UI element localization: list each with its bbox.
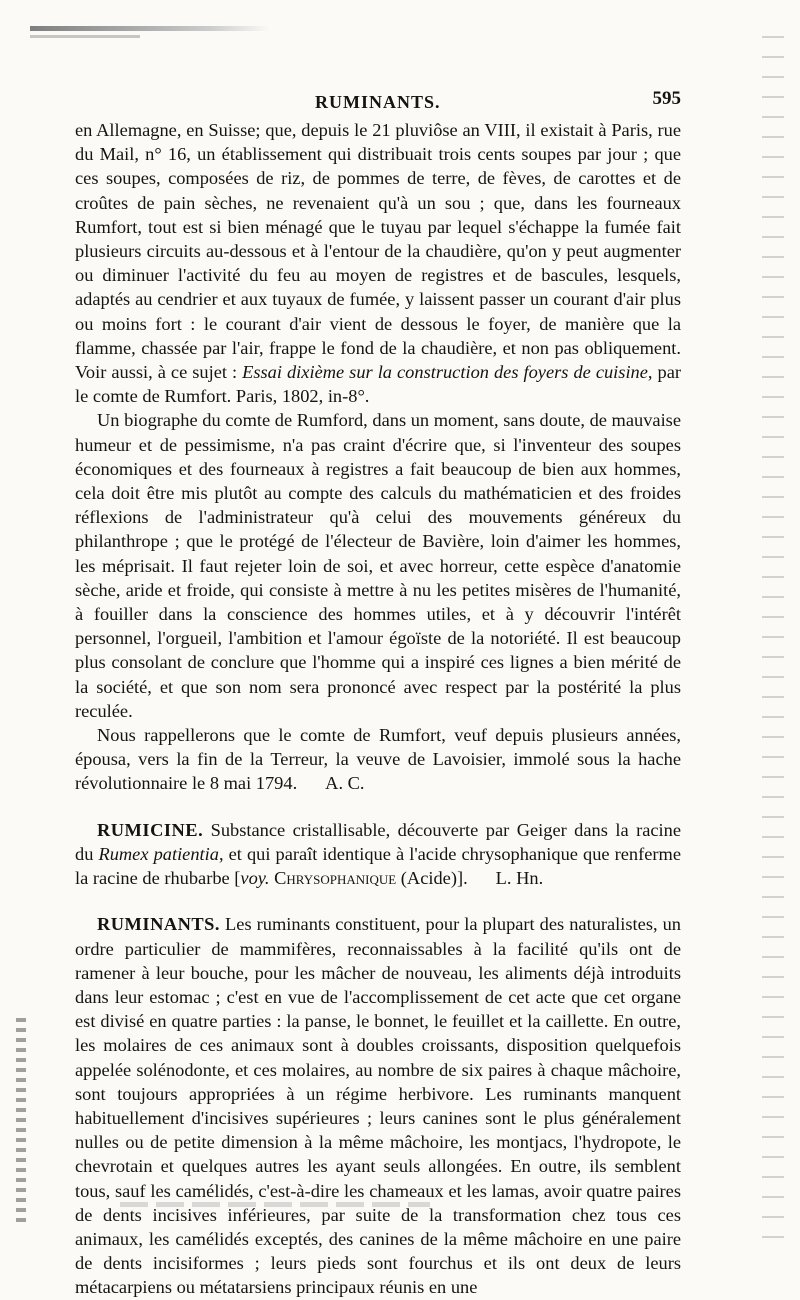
continuation-text-3: Nous rappellerons que le comte de Rumfort, veuf depuis plusieurs années, épousa, vers la fin de la Terreur, la veuve de Lavoisier, immolé sous la hache révolutionnaire le 8 mai 1794. (75, 725, 681, 794)
scan-artifact-left-margin (16, 1012, 26, 1222)
cited-work-title: Essai dixième sur la construction des foyers de cuisine (242, 362, 648, 383)
author-signature-rumicine: L. Hn. (495, 868, 544, 889)
author-signature: A. C. (325, 773, 365, 794)
running-head-title: RUMINANTS. (315, 92, 441, 112)
page-body (75, 88, 681, 1300)
cross-ref-voy: voy. (240, 868, 270, 889)
species-name: Rumex patientia (98, 843, 219, 864)
headword-ruminants: RUMINANTS. (97, 914, 221, 935)
continuation-text: en Allemagne, en Suisse; que, depuis le 21 pluviôse an VIII, il existait à Paris, rue du Mail, n° 16, un établissement qui distribuait trois cents soupes par jour ; que ces soupes, composées de riz, de pommes de terre, de fèves, de carottes et de croûtes de pain sèches, ne revenaient qu'à un sou ; que, dans les fourneaux Rumfort, tout est si bien ménagé que le tuyau par lequel s'échappe la fumée fait plusieurs circuits au-dessous et à l'entour de la chaudière, qu'on y peut augmenter ou diminuer l'activité du feu au moyen de registres et de bascules, lesquels, adaptés au cendrier et aux tuyaux de fumée, y laissent passer un courant d'air plus ou moins fort : le courant d'air vient de dessous le foyer, de manière que la flamme, chassée par l'air, frappe le fond de la chaudière, et non pas obliquement. Voir aussi, à ce sujet : (75, 120, 681, 383)
ruminants-text: Les ruminants constituent, pour la plupart des naturalistes, un ordre particulier de mammifères, reconnaissables à la facilité qu'ils ont de ramener à leur bouche, pour les mâcher de nouveau, les aliments déjà introduits dans leur estomac ; c'est en vue de l'accomplissement de cet acte que cet organe est divisé en quatre parties : la panse, le bonnet, le feuillet et la caillette. En outre, les molaires de ces animaux sont à doubles croissants, disposition quelquefois appelée solénodonte, et ces molaires, au nombre de six paires à chaque mâchoire, sont toujours appropriées à un régime herbivore. Les ruminants manquent habituellement d'incisives supérieures ; leurs canines sont le plus généralement nulles ou de petite dimension à la même mâchoire, les montjacs, l'hydropote, le chevrotain et quelques autres les ayant seuls allongées. En outre, ils semblent tous, sauf les camélidés, c'est-à-dire les chameaux et les lamas, avoir quatre paires de dents incisives inférieures, par suite de la transformation chez tous ces animaux, les camélidés exceptés, des canines de la même mâchoire en une paire de dents incisiformes ; leurs pieds sont fourchus et ils ont deux de leurs métacarpiens ou métatarsiens principaux réunis en une (75, 914, 681, 1298)
scan-artifact-rule (30, 26, 270, 31)
continuation-text-end: , par le comte de Rumfort. Paris, 1802, in-8°. (75, 362, 682, 407)
scan-artifact-right-margin (762, 18, 784, 1238)
cross-ref-target: Chrysophanique (269, 868, 397, 889)
entry-ruminants (75, 912, 681, 1299)
entry-rumicine (75, 818, 681, 891)
running-head (75, 88, 681, 118)
page-number: 595 (652, 88, 681, 109)
rumicine-text-a: Substance cristallisable, découverte par Geiger dans la racine du (75, 819, 681, 864)
rumicine-text-b: , et qui paraît identique à l'acide chrysophanique que renferme la racine de rhubarbe [ (75, 843, 681, 889)
rumicine-text-c: (Acide)]. (396, 868, 468, 889)
article-text (75, 118, 681, 1300)
continuation-paragraph-3 (75, 723, 681, 796)
continuation-paragraph-1 (75, 118, 681, 408)
headword-rumicine: RUMICINE. (97, 819, 204, 840)
scan-artifact-rule-secondary (30, 35, 140, 38)
continuation-paragraph-2: Un biographe du comte de Rumford, dans un moment, sans doute, de mauvaise humeur et de pessimisme, n'a pas craint d'écrire que, si l'inventeur des soupes économiques et des fourneaux à registres a fait beaucoup de bien aux hommes, cela doit être mis plutôt au compte des calculs du mathématicien et des froides réflexions de l'administrateur qu'à celui des mouvements généreux du philanthrope ; que le protégé de l'électeur de Bavière, loin d'aimer les hommes, les méprisait. Il faut rejeter loin de soi, et avec horreur, cette espèce d'anatomie sèche, aride et froide, qui consiste à mettre à nu les petites misères de l'humanité, à fouiller dans la conscience des hommes utiles, et à y découvrir l'intérêt personnel, l'orgueil, l'ambition et l'amour égoïste de la notoriété. Il est beaucoup plus consolant de conclure que l'homme qui a inspiré ces lignes a bien mérité de la société, et que son nom sera prononcé avec respect par la postérité la plus reculée. (75, 410, 681, 721)
